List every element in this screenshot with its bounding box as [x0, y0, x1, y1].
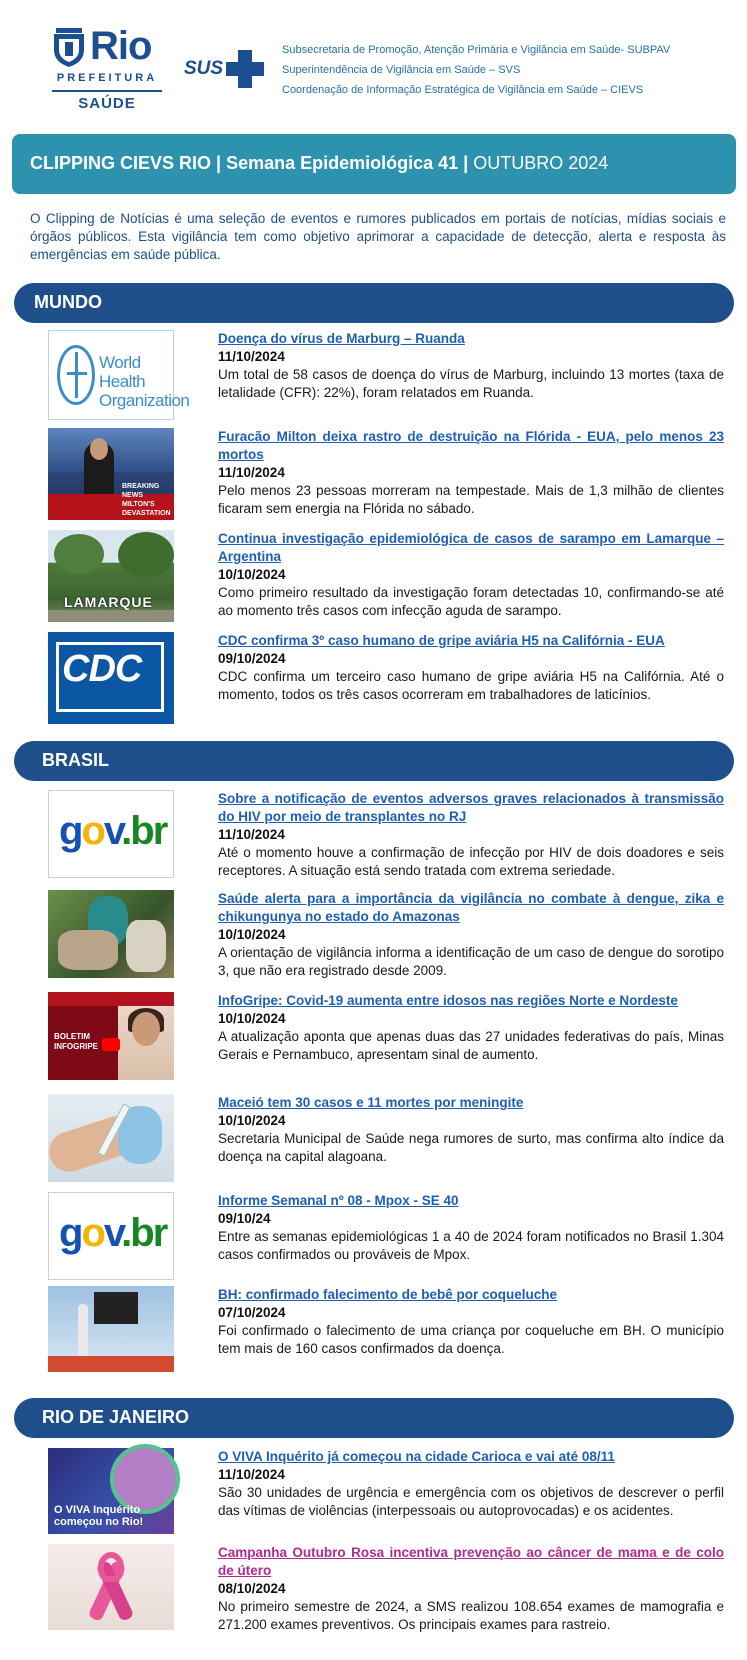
news-link[interactable]: O VIVA Inquérito já começou na cidade Carioca e vai até 08/11	[218, 1449, 615, 1464]
header-organization-lines	[282, 40, 732, 100]
govbr-logo: gov.br	[59, 1211, 167, 1255]
news-summary: São 30 unidades de urgência e emergência com os objetivos de descrever o perfil das vítimas de violências (interpessoais ou autoprovocadas) e os acidentes.	[218, 1485, 724, 1518]
news-link[interactable]: Campanha Outubro Rosa incentiva prevenção ao câncer de mama e de colo de útero	[218, 1545, 724, 1578]
header-line-subpav: Subsecretaria de Promoção, Atenção Primária e Vigilância em Saúde- SUBPAV	[282, 44, 671, 56]
news-date: 10/10/2024	[218, 567, 286, 582]
news-summary: Entre as semanas epidemiológicas 1 a 40 de 2024 foram notificados no Brasil 1.304 casos confirmados ou prováveis de Mpox.	[218, 1229, 724, 1262]
dengue-field-photo-thumbnail	[48, 890, 174, 978]
breaking-news-caption: BREAKING NEWS MILTON'S DEVASTATION	[122, 483, 171, 517]
prefeitura-label: PREFEITURA	[56, 72, 158, 84]
govbr-logo-thumbnail	[48, 1192, 174, 1280]
news-summary: Secretaria Municipal de Saúde nega rumores de surto, mas confirma alto índice da doença na capital alagoana.	[218, 1131, 724, 1164]
header-line-svs: Superintendência de Vigilância em Saúde – SVS	[282, 64, 521, 76]
news-date: 09/10/24	[218, 1211, 271, 1226]
cdc-logo-thumbnail	[48, 632, 174, 724]
who-logo-thumbnail	[48, 330, 190, 420]
news-date: 09/10/2024	[218, 651, 286, 666]
intro-paragraph: O Clipping de Notícias é uma seleção de eventos e rumores publicados em portais de notícias, mídias sociais e órgãos públicos. Esta vigilância tem como objetivo aprimorar a capacidade de detecção, alerta e resposta às emergências em saúde pública.	[30, 211, 726, 262]
title-bar	[12, 134, 736, 194]
news-link[interactable]: InfoGripe: Covid-19 aumenta entre idosos nas regiões Norte e Nordeste	[218, 993, 678, 1008]
pink-ribbon-loop	[98, 1552, 124, 1582]
who-emblem-icon	[57, 345, 95, 405]
boletim-caption: BOLETIM INFOGRIPE	[54, 1032, 99, 1051]
tree	[118, 532, 174, 578]
news-date: 10/10/2024	[218, 927, 286, 942]
studio-screen	[94, 1292, 138, 1324]
hurricane-news-thumbnail	[48, 428, 174, 520]
govbr-logo: gov.br	[59, 809, 167, 853]
news-anchor-face	[90, 438, 108, 460]
news-summary: Foi confirmado o falecimento de uma criança por coqueluche em BH. O município tem mais de 160 casos confirmados da doença.	[218, 1323, 724, 1356]
page-header	[0, 0, 747, 125]
saude-label: SAÚDE	[78, 95, 136, 112]
page-title	[30, 153, 608, 174]
news-summary: A orientação de vigilância informa a identificação de um caso de dengue do sorotipo 3, que não era registrado desde 2009.	[218, 945, 724, 978]
lamarque-sign: LAMARQUE	[64, 594, 153, 610]
tree	[54, 534, 104, 574]
viva-caption: O VIVA Inquérito começou no Rio!	[54, 1504, 144, 1528]
news-link[interactable]: Sobre a notificação de eventos adversos graves relacionados à transmissão do HIV por meio de transplantes no RJ	[218, 791, 724, 824]
news-link[interactable]: Continua investigação epidemiológica de casos de sarampo em Lamarque – Argentina	[218, 531, 724, 564]
news-summary: Até o momento houve a confirmação de infecção por HIV de dois doadores e seis receptores. A situação está sendo tratada com extrema seriedade.	[218, 845, 724, 878]
ground	[48, 610, 174, 622]
news-link[interactable]: CDC confirma 3º caso humano de gripe aviária H5 na Califórnia - EUA	[218, 633, 665, 648]
news-date: 11/10/2024	[218, 1467, 285, 1482]
news-summary: Um total de 58 casos de doença do vírus de Marburg, incluindo 13 mortes (taxa de letalidade (CFR): 22%), foram relatados em Ruanda.	[218, 367, 724, 400]
outubro-rosa-thumbnail	[48, 1544, 174, 1630]
news-summary: No primeiro semestre de 2024, a SMS realizou 108.654 exames de mamografia e 271.200 exames preventivos. Os principais exames para rastreio.	[218, 1599, 724, 1632]
section-label: RIO DE JANEIRO	[42, 1407, 190, 1427]
news-date: 07/10/2024	[218, 1305, 286, 1320]
news-link[interactable]: Furacão Milton deixa rastro de destruição na Flórida - EUA, pelo menos 23 mortos	[218, 429, 724, 462]
sus-wordmark: SUS	[184, 58, 224, 79]
news-summary: CDC confirma um terceiro caso humano de gripe aviária H5 na Califórnia. Até o momento, todos os três casos ocorreram em trabalhadores de laticínios.	[218, 669, 724, 702]
title-month: OUTUBRO 2024	[473, 153, 609, 173]
section-mundo	[14, 283, 734, 323]
news-date: 11/10/2024	[218, 827, 285, 842]
section-brasil	[14, 741, 734, 781]
video-title-bar	[48, 992, 174, 1006]
news-summary: A atualização aponta que apenas duas das 27 unidades federativas do país, Minas Gerais e Pernambuco, apresentam sinal de aumento.	[218, 1029, 724, 1062]
news-link[interactable]: Maceió tem 30 casos e 11 mortes por meningite	[218, 1095, 524, 1110]
vaccination-photo-thumbnail	[48, 1094, 174, 1182]
sus-cross-icon	[226, 50, 264, 88]
cdc-logo-text: CDC	[62, 648, 142, 690]
bh-tv-report-thumbnail	[48, 1286, 174, 1372]
rio-crest-icon	[50, 28, 88, 68]
section-rio-de-janeiro	[14, 1398, 734, 1438]
news-summary: Como primeiro resultado da investigação foram detectadas 10, confirmando-se até ao momento três casos com infecção aguda de sarampo.	[218, 585, 724, 618]
studio-floor	[48, 1356, 174, 1372]
prefeitura-rio-saude-logo	[48, 24, 162, 116]
news-date: 11/10/2024	[218, 349, 285, 364]
news-summary: Pelo menos 23 pessoas morreram na tempestade. Mais de 1,3 milhão de clientes ficaram sem energia na Flórida no sábado.	[218, 483, 724, 516]
news-link[interactable]: BH: confirmado falecimento de bebê por coqueluche	[218, 1287, 558, 1302]
viva-inquerito-thumbnail	[48, 1448, 174, 1534]
rio-wordmark: Rio	[90, 24, 152, 68]
header-line-cievs: Coordenação de Informação Estratégica de Vigilância em Saúde – CIEVS	[282, 84, 644, 96]
section-label: BRASIL	[42, 750, 109, 770]
news-date: 10/10/2024	[218, 1113, 286, 1128]
govbr-logo-thumbnail	[48, 790, 174, 878]
title-bold: CLIPPING CIEVS RIO | Semana Epidemiológica 41 |	[30, 153, 469, 173]
section-label: MUNDO	[34, 292, 102, 312]
who-logo-text: World Health Organization	[99, 353, 190, 410]
sus-logo	[184, 48, 264, 90]
news-link[interactable]: Doença do vírus de Marburg – Ruanda	[218, 331, 465, 346]
patient	[58, 930, 118, 970]
presenter-face	[132, 1012, 160, 1046]
news-date: 11/10/2024	[218, 465, 285, 480]
news-date: 10/10/2024	[218, 1011, 286, 1026]
lamarque-sign-thumbnail	[48, 530, 174, 622]
infogripe-video-thumbnail	[48, 992, 174, 1080]
play-icon[interactable]	[102, 1038, 120, 1051]
reporter	[78, 1304, 88, 1360]
logo-divider	[52, 90, 162, 92]
news-date: 08/10/2024	[218, 1581, 286, 1596]
news-link[interactable]: Informe Semanal nº 08 - Mpox - SE 40	[218, 1193, 459, 1208]
paper	[126, 920, 166, 972]
news-link[interactable]: Saúde alerta para a importância da vigilância no combate à dengue, zika e chikungunya no estado do Amazonas	[218, 891, 724, 924]
